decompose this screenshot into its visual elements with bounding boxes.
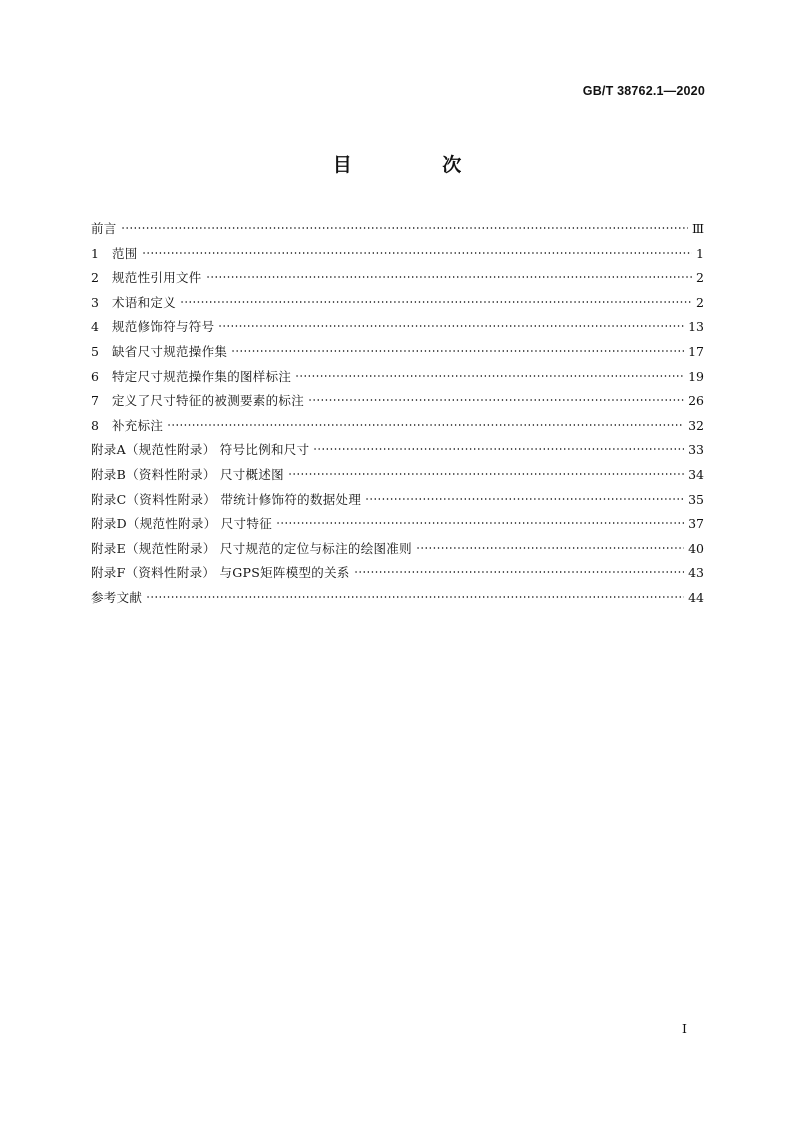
toc-dot-leader (180, 300, 692, 304)
toc-entry-label: 规范修饰符与符号 (112, 319, 215, 335)
toc-entry-label: 前言 (91, 221, 117, 236)
toc-entry[interactable] (91, 438, 704, 463)
toc-dot-leader (313, 447, 684, 451)
toc-entry-page: 13 (688, 319, 704, 335)
toc-entry-label: 附录F（资料性附录） 与GPS矩阵模型的关系 (91, 565, 350, 581)
toc-entry-page: 32 (688, 417, 704, 433)
toc-entry-page: 1 (696, 245, 704, 261)
toc-entry-number: 6 (91, 368, 99, 384)
toc-entry-page: 2 (696, 294, 704, 310)
toc-dot-leader (354, 570, 684, 574)
toc-entry-number: 2 (91, 270, 99, 286)
toc-entry[interactable] (91, 217, 704, 242)
toc-entry-number: 5 (91, 343, 99, 359)
toc-entry-label: 补充标注 (112, 417, 164, 433)
toc-entry[interactable] (91, 537, 704, 562)
toc-entry-label: 范围 (112, 245, 138, 261)
toc-entry-label: 附录D（规范性附录） 尺寸特征 (91, 516, 272, 532)
toc-dot-leader (218, 324, 684, 328)
toc-entry-page: 40 (688, 540, 704, 556)
toc-entry[interactable] (91, 414, 704, 439)
toc-entry[interactable] (91, 561, 704, 586)
toc-entry[interactable] (91, 512, 704, 537)
toc-dot-leader (231, 349, 684, 353)
toc-entry[interactable] (91, 463, 704, 488)
toc-dot-leader (308, 398, 684, 402)
toc-entry[interactable] (91, 291, 704, 316)
toc-entry[interactable] (91, 266, 704, 291)
toc-dot-leader (121, 226, 688, 230)
toc-entry-number: 3 (91, 294, 99, 310)
toc-dot-leader (146, 595, 684, 599)
toc-dot-leader (295, 374, 684, 378)
toc-entry[interactable] (91, 488, 704, 513)
table-of-contents (91, 217, 704, 611)
toc-dot-leader (276, 521, 684, 525)
page-number: I (682, 1021, 687, 1036)
toc-entry-number: 7 (91, 393, 99, 409)
toc-dot-leader (167, 423, 684, 427)
toc-entry-label: 附录A（规范性附录） 符号比例和尺寸 (91, 442, 310, 458)
toc-dot-leader (206, 275, 692, 279)
toc-entry-page: 33 (688, 442, 704, 458)
toc-entry-number: 8 (91, 417, 99, 433)
toc-dot-leader (288, 472, 684, 476)
toc-entry-page: 34 (688, 466, 704, 482)
toc-entry-label: 术语和定义 (112, 294, 177, 310)
toc-entry-label: 定义了尺寸特征的被测要素的标注 (112, 393, 305, 409)
toc-entry-number: 1 (91, 245, 99, 261)
page-title: 目 次 (332, 154, 504, 176)
toc-entry-page: 19 (688, 368, 704, 384)
toc-entry-label: 缺省尺寸规范操作集 (112, 343, 228, 359)
toc-entry-page: 37 (688, 516, 704, 532)
toc-entry-label: 附录E（规范性附录） 尺寸规范的定位与标注的绘图准则 (91, 540, 412, 556)
toc-dot-leader (365, 497, 684, 501)
toc-dot-leader (416, 546, 684, 550)
toc-entry[interactable] (91, 365, 704, 390)
toc-entry[interactable] (91, 242, 704, 267)
toc-entry-page: 17 (688, 343, 704, 359)
toc-entry[interactable] (91, 315, 704, 340)
toc-entry-page: 43 (688, 565, 704, 581)
toc-entry-label: 规范性引用文件 (112, 270, 202, 286)
toc-entry-page: 35 (688, 491, 704, 507)
toc-entry-label: 参考文献 (91, 589, 143, 605)
toc-entry-label: 特定尺寸规范操作集的图样标注 (112, 368, 292, 384)
toc-entry[interactable] (91, 586, 704, 611)
toc-entry[interactable] (91, 340, 704, 365)
toc-entry-page: Ⅲ (691, 221, 704, 236)
toc-entry-page: 26 (688, 393, 704, 409)
toc-dot-leader (142, 251, 692, 255)
toc-entry-number: 4 (91, 319, 99, 335)
toc-entry[interactable] (91, 389, 704, 414)
toc-entry-label: 附录C（资料性附录） 带统计修饰符的数据处理 (91, 491, 362, 507)
toc-entry-page: 2 (696, 270, 704, 286)
toc-entry-page: 44 (688, 589, 704, 605)
standard-number: GB/T 38762.1—2020 (582, 84, 705, 98)
toc-entry-label: 附录B（资料性附录） 尺寸概述图 (91, 466, 284, 482)
